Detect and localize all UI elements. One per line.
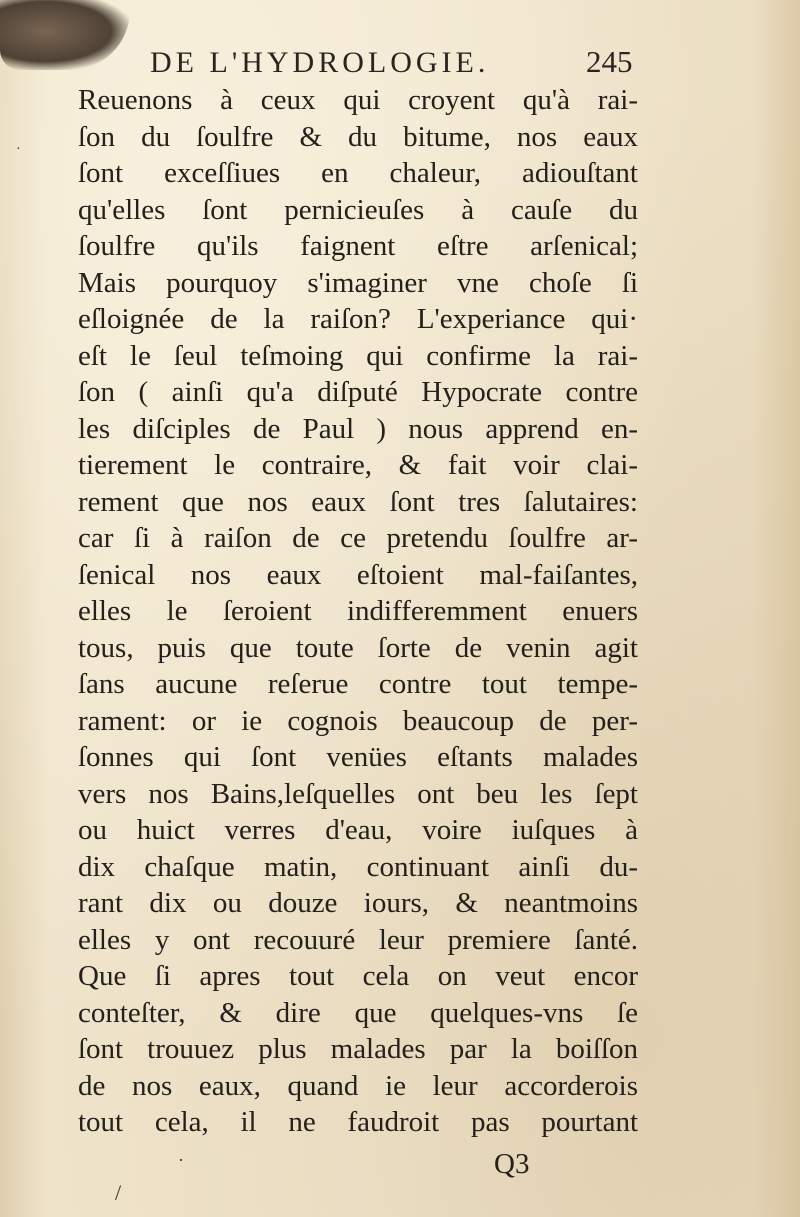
text-line: rament: or ie cognois beaucoup de per-: [78, 704, 638, 737]
text-line: ou huict verres d'eau, voire iuſques à: [78, 814, 638, 846]
text-line: vers nos Bains,leſquelles ont beu les ſept: [78, 777, 638, 810]
text-line: rant dix ou douze iours, & neantmoins: [78, 887, 638, 919]
text-line: Que ſi apres tout cela on veut encor: [78, 960, 638, 992]
ink-speck: /: [115, 1180, 122, 1205]
text-line: elles le ſeroient indifferemment enuers: [78, 595, 638, 627]
text-line: ſont exceſſiues en chaleur, adiouſtant: [78, 157, 638, 189]
thumb-shadow: [0, 0, 130, 70]
text-line: qu'elles ſont pernicieuſes à cauſe du: [78, 193, 638, 226]
running-title: DE L'HYDROLOGIE.: [150, 46, 490, 79]
text-line: elles y ont recouuré leur premiere ſanté.: [78, 923, 638, 956]
text-line: les diſciples de Paul ) nous apprend en-: [78, 412, 638, 445]
text-line: Reuenons à ceux qui croyent qu'à rai-: [78, 84, 638, 116]
text-line: rement que nos eaux ſont tres ſalutaires:: [78, 485, 638, 518]
ink-speck: ·: [16, 142, 21, 157]
text-line: ſenical nos eaux eſtoient mal-faiſantes,: [78, 558, 638, 591]
text-line: conteſter, & dire que quelques-vns ſe: [78, 996, 638, 1029]
text-line: ſon ( ainſi qu'a diſputé Hypocrate contre: [78, 376, 638, 408]
text-line: ſonnes qui ſont venües eſtants malades: [78, 741, 638, 773]
signature-mark: Q3: [494, 1148, 530, 1180]
text-line: eſloignée de la raiſon? L'experiance qui·: [78, 303, 638, 335]
text-line: ſans aucune reſerue contre tout tempe-: [78, 668, 638, 700]
text-line: ſon du ſoulfre & du bitume, nos eaux: [78, 120, 638, 153]
text-line: eſt le ſeul teſmoing qui confirme la rai-: [78, 339, 638, 372]
text-line: dix chaſque matin, continuant ainſi du-: [78, 850, 638, 883]
text-line: car ſi à raiſon de ce pretendu ſoulfre ar-: [78, 522, 638, 554]
text-line: de nos eaux, quand ie leur accorderois: [78, 1069, 638, 1102]
ink-speck: ·: [178, 1150, 184, 1170]
text-line: Mais pourquoy s'imaginer vne choſe ſi: [78, 266, 638, 299]
text-line: ſoulfre qu'ils faignent eſtre arſenical;: [78, 230, 638, 262]
text-line: ſont trouuez plus malades par la boiſſon: [78, 1033, 638, 1065]
text-line: tierement le contraire, & fait voir clai-: [78, 449, 638, 481]
page-number: 245: [586, 44, 633, 79]
text-line: tout cela, il ne faudroit pas pourtant: [78, 1106, 638, 1138]
text-line: tous, puis que toute ſorte de venin agit: [78, 631, 638, 664]
body-text: [78, 82, 638, 1141]
